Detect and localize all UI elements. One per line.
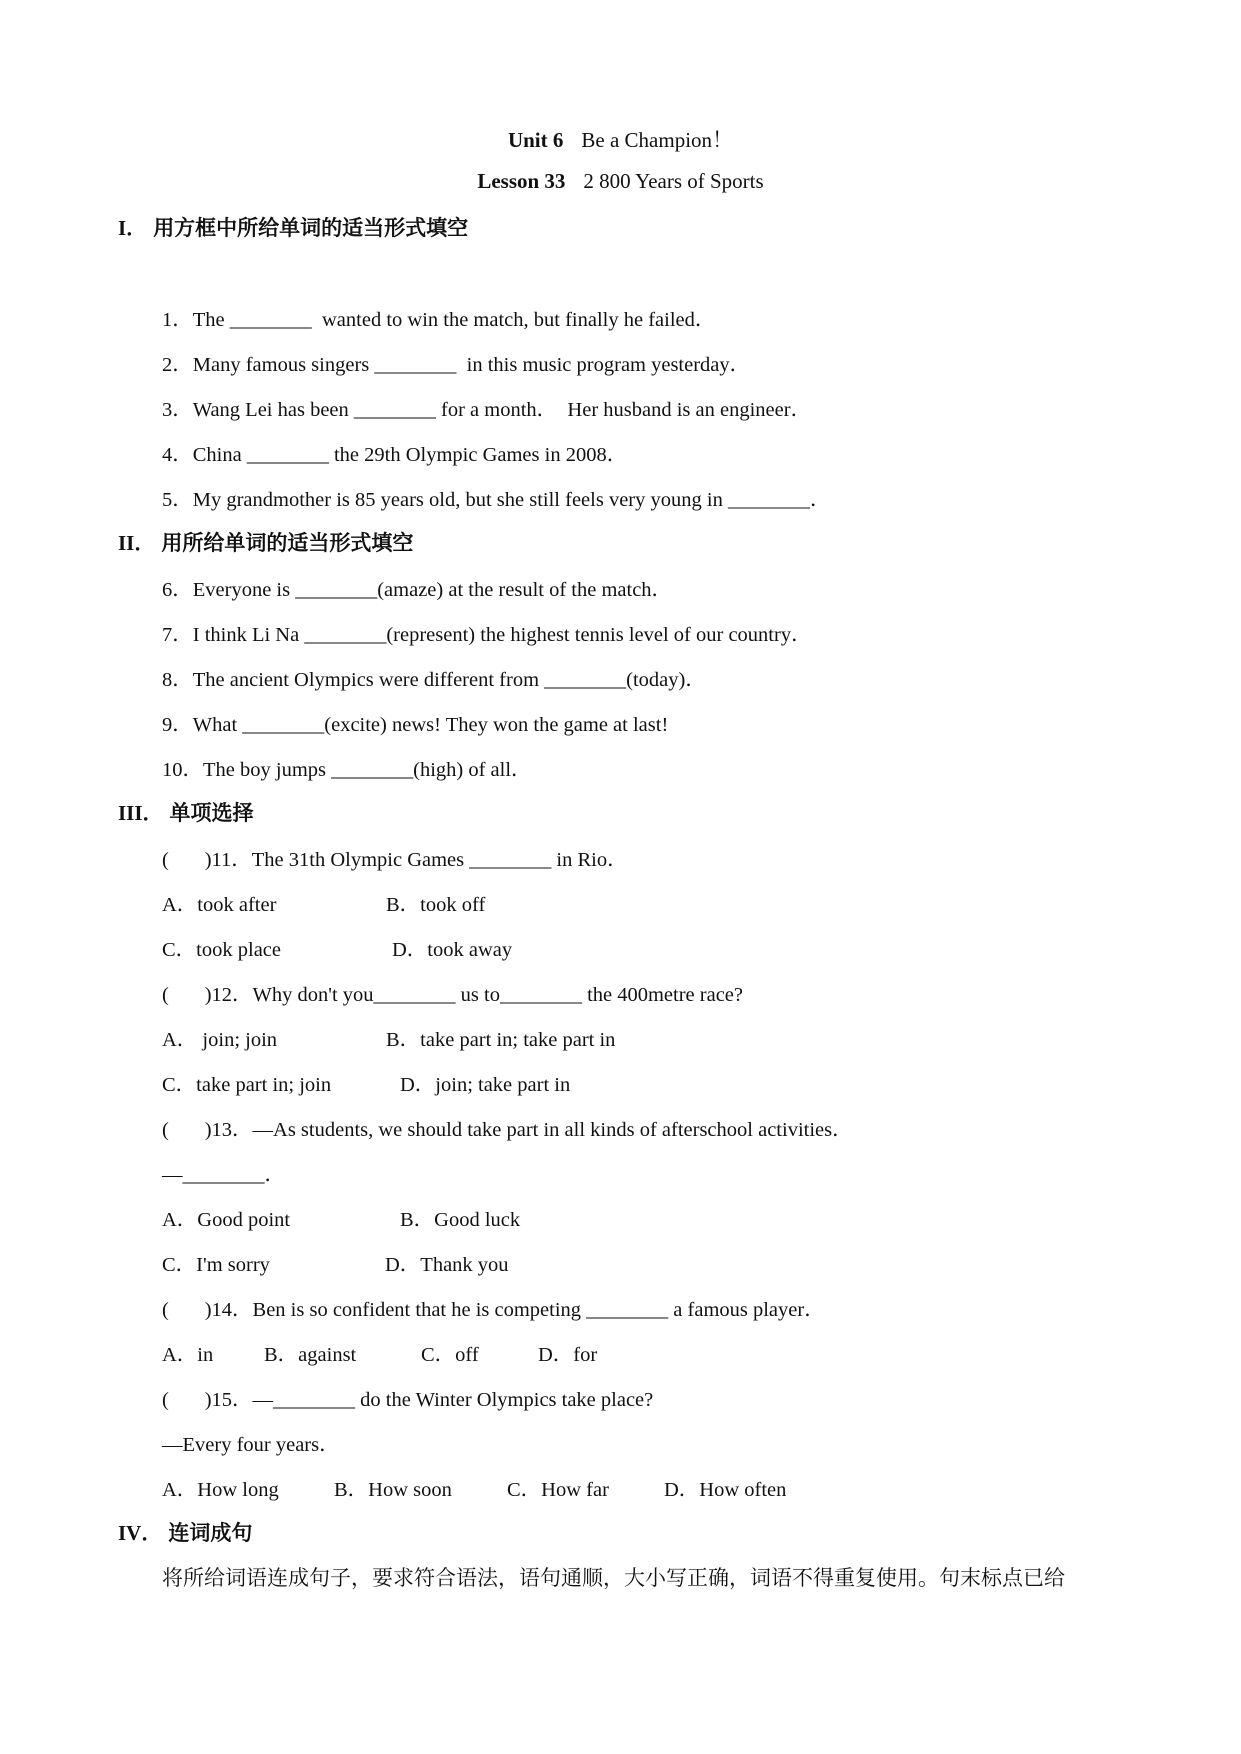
q13-option-b: B．Good luck [400,1209,521,1231]
question-8: 8．The ancient Olympics were different from ________(today)． [162,669,706,691]
unit-name: Be a Champion！ [581,128,734,152]
q14-option-d: D．for [538,1344,598,1366]
q11-option-c: C．took place [162,939,281,961]
q13-option-d: D．Thank you [385,1254,509,1276]
q11-option-d: D．took away [392,939,513,961]
section-3-heading: III． 单项选择 [118,801,254,825]
question-15-stem: ( )15．—________ do the Winter Olympics take place? [162,1389,654,1411]
section-2-heading: II． 用所给单词的适当形式填空 [118,531,414,555]
q12-option-d: D．join; take part in [400,1074,571,1096]
question-9: 9．What ________(excite) news! They won the game at last! [162,714,669,736]
question-2: 2．Many famous singers ________ in this music program yesterday． [162,354,751,376]
q12-option-a: A． join; join [162,1029,278,1051]
question-6: 6．Everyone is ________(amaze) at the result of the match． [162,579,673,601]
question-14-stem: ( )14．Ben is so confident that he is competing ________ a famous player． [162,1299,825,1321]
question-13-reply: —________． [162,1164,285,1186]
q12-option-c: C．take part in; join [162,1074,332,1096]
question-12-stem: ( )12．Why don't you________ us to________ the 400metre race? [162,984,743,1006]
q15-option-c: C．How far [507,1479,609,1501]
q13-option-c: C．I'm sorry [162,1254,270,1276]
question-5: 5．My grandmother is 85 years old, but she still feels very young in ________． [162,489,831,511]
question-10: 10．The boy jumps ________(high) of all． [162,759,532,781]
question-4: 4．China ________ the 29th Olympic Games in 2008． [162,444,628,466]
section-4-instruction: 将所给词语连成句子，要求符合语法，语句通顺，大小写正确，词语不得重复使用。句末标点已给 [162,1566,1065,1590]
q14-option-b: B．against [264,1344,357,1366]
q13-option-a: A．Good point [162,1209,291,1231]
q14-option-a: A．in [162,1344,214,1366]
lesson-title [0,169,1241,194]
q11-option-a: A．took after [162,894,277,916]
q11-option-b: B．took off [386,894,486,916]
section-4-heading: IV． 连词成句 [118,1521,253,1545]
q14-option-c: C．off [421,1344,479,1366]
lesson-name: 2 800 Years of Sports [583,169,764,193]
question-11-stem: ( )11．The 31th Olympic Games ________ in Rio． [162,849,628,871]
q15-option-d: D．How often [664,1479,787,1501]
lesson-label: Lesson 33 [477,169,566,193]
q12-option-b: B．take part in; take part in [386,1029,616,1051]
question-3: 3．Wang Lei has been ________ for a month． Her husband is an engineer． [162,399,812,421]
question-1: 1．The ________ wanted to win the match, but finally he failed． [162,309,716,331]
question-15-reply: —Every four years． [162,1434,340,1456]
q15-option-a: A．How long [162,1479,279,1501]
unit-title [0,124,1241,154]
q15-option-b: B．How soon [334,1479,452,1501]
question-7: 7．I think Li Na ________(represent) the highest tennis level of our country． [162,624,812,646]
question-13-stem: ( )13．—As students, we should take part in all kinds of afterschool activities． [162,1119,853,1141]
unit-label: Unit 6 [507,128,564,152]
section-1-heading: I． 用方框中所给单词的适当形式填空 [118,216,469,240]
